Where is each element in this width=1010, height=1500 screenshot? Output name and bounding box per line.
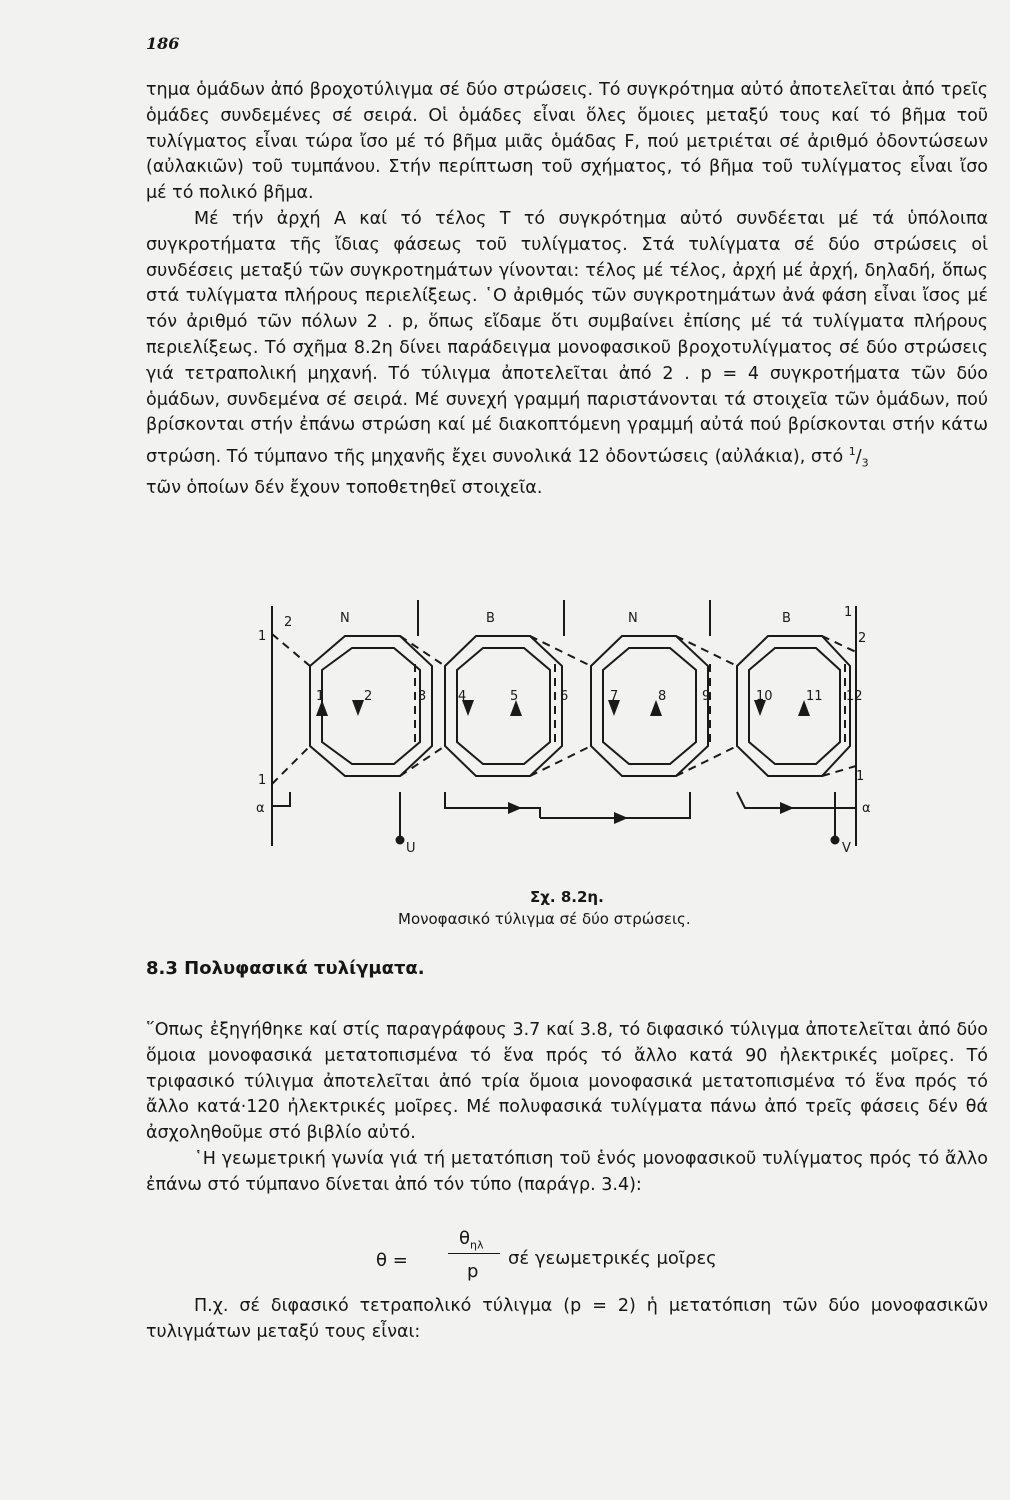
left-top-label-1: 1 <box>258 629 267 644</box>
coil-outer-2 <box>445 636 562 776</box>
winding-diagram <box>250 596 890 876</box>
coil-outer-3 <box>591 636 711 776</box>
formula-numerator-subscript: ηλ <box>470 1238 484 1252</box>
coil-inner-1 <box>322 648 420 764</box>
page-number: 186 <box>146 34 180 53</box>
paragraph-2-end: τῶν ὁποίων δέν ἔχουν τοποθετηθεῖ στοιχεῖα. <box>146 478 543 499</box>
body-text-bottom <box>146 1018 988 1199</box>
figure-caption-code: Σχ. 8.2η. <box>530 888 604 906</box>
formula-numerator <box>459 1228 484 1252</box>
slot-number-3: 3 <box>418 689 427 704</box>
right-alpha-label: α <box>862 801 871 816</box>
fraction-numerator: 1 <box>848 445 856 459</box>
coil-group-1 <box>310 636 432 776</box>
left-bottom-label-1: 1 <box>258 773 267 788</box>
pole-label-4: B <box>782 611 791 626</box>
left-top-label-2: 2 <box>284 615 293 630</box>
angle-formula <box>376 1228 736 1288</box>
pole-label-1: N <box>340 611 350 626</box>
arrow-right-connector-2 <box>614 812 628 824</box>
fraction-denominator: 3 <box>861 456 869 470</box>
arrow-down-1 <box>352 700 364 716</box>
slot-number-9: 9 <box>702 689 711 704</box>
formula-suffix: σέ γεωμετρικές μοῖρες <box>508 1248 717 1269</box>
slot-number-7: 7 <box>610 689 619 704</box>
paragraph-4: ῾Η γεωμετρική γωνία γιά τή μετατόπιση τοῦ ἑνός μονοφασικοῦ τυλίγματος πρός τό ἄλλο ἐπάνω στό τύμπανο δίνεται ἀπό τόν τύπο (παράγρ. 3.4): <box>146 1148 988 1195</box>
slot-number-12: 12 <box>846 689 863 704</box>
paragraph-1: τημα ὁμάδων ἀπό βροχοτύλιγμα σέ δύο στρώσεις. Τό συγκρότημα αὐτό ἀποτελεῖται ἀπό τρεῖς ὁμάδες συνδεμένες σέ σειρά. Οἱ ὁμάδες εἶναι ὅλες ὅμοιες μεταξύ τους καί τό βῆμα τοῦ τυλίγματος εἶναι τώρα ἴσο μέ τό βῆμα μιᾶς ὁμάδας F, πού μετριέται σέ ἀριθμό ὀδοντώσεων (αὐλακιῶν) τοῦ τυμπάνου. Στήν περίπτωση τοῦ σχήματος, τό βῆμα τοῦ τυλίγματος εἶναι ἴσο μέ τό πολικό βῆμα. <box>146 80 988 204</box>
coil-group-2 <box>445 636 562 776</box>
slot-number-10: 10 <box>756 689 773 704</box>
right-top-label-2: 2 <box>858 631 867 646</box>
terminal-u-label: U <box>406 841 416 856</box>
terminal-v-label: V <box>842 841 851 856</box>
slot-number-8: 8 <box>658 689 667 704</box>
connector-3 <box>737 792 820 808</box>
slot-number-1: 1 <box>316 689 325 704</box>
slot-number-6: 6 <box>560 689 569 704</box>
terminal-u-dot <box>397 837 404 844</box>
terminal-v-dot <box>832 837 839 844</box>
arrow-right-connector-1 <box>508 802 522 814</box>
dashed-segment-1 <box>272 634 310 666</box>
dashed-segment-7 <box>400 746 445 776</box>
arrow-right-connector-3 <box>780 802 794 814</box>
formula-fraction-bar <box>448 1253 500 1254</box>
connector-1 <box>445 792 540 818</box>
coil-group-4 <box>737 636 850 776</box>
paragraph-5: Π.χ. σέ διφασικό τετραπολικό τύλιγμα (p = 2) ἡ μετατόπιση τῶν δύο μονοφασικῶν τυλιγμάτων μεταξύ τους εἶναι: <box>146 1296 988 1342</box>
coil-outer-4 <box>737 636 850 776</box>
pole-label-3: N <box>628 611 638 626</box>
pole-label-2: B <box>486 611 495 626</box>
right-top-label-1: 1 <box>844 605 853 620</box>
dashed-segment-6 <box>272 746 310 784</box>
dashed-segment-2 <box>400 636 445 666</box>
fraction-one-third <box>848 445 869 470</box>
slot-number-11: 11 <box>806 689 823 704</box>
winding-diagram-svg <box>250 596 890 876</box>
right-bottom-label-1: 1 <box>856 769 865 784</box>
formula-numerator-symbol: θ <box>459 1228 471 1249</box>
slot-number-4: 4 <box>458 689 467 704</box>
paragraph-2 <box>146 207 988 476</box>
slot-number-2: 2 <box>364 689 373 704</box>
body-text-top <box>146 78 988 502</box>
coil-group-3 <box>591 636 711 776</box>
paragraph-2-text: Μέ τήν ἀρχή Α καί τό τέλος Τ τό συγκρότημα αὐτό συνδέεται μέ τά ὑπόλοιπα συγκροτήματα τῆς ἴδιας φάσεως τοῦ τυλίγματος. Στά τυλίγματα σέ δύο στρώσεις οἱ συνδέσεις μεταξύ τῶν συγκροτημάτων γίνονται: τέλος μέ τέλος, ἀρχή μέ ἀρχή, δηλαδή, ὅπως στά τυλίγματα πλήρους περιελίξεως. ῾Ο ἀριθμός τῶν συγκροτημάτων ἀνά φάση εἶναι ἴσος μέ τόν ἀριθμό τῶν πόλων 2 . p, ὅπως εἴδαμε ὅτι συμβαίνει ἐπίσης μέ τά τυλίγματα πλήρους περιελίξεως. Τό σχῆμα 8.2η δίνει παράδειγμα μονοφασικοῦ βροχοτυλίγματος σέ δύο στρώσεις γιά τετραπολική μηχανή. Τό τύλιγμα ἀποτελεῖται ἀπό 2 . p = 4 συγκροτήματα τῶν δύο ὁμάδων, συνδεμένα σέ σειρά. Μέ συνεχή γραμμή παριστάνονται τά στοιχεῖα τῶν ὁμάδων, πού βρίσκονται στήν ἐπάνω στρώση καί μέ διακοπτόμενη γραμμή αὐτά πού βρίσκονται στήν κάτω στρώση. Τό τύμπανο τῆς μηχανῆς ἔχει συνολικά 12 ὀδοντώσεις (αὐλάκια), στό <box>146 208 988 467</box>
paragraph-3: ῞Οπως ἐξηγήθηκε καί στίς παραγράφους 3.7 καί 3.8, τό διφασικό τύλιγμα ἀποτελεῖται ἀπό δύο ὅμοια μονοφασικά μετατοπισμένα τό ἕνα πρός τό ἄλλο κατά 90 ἠλεκτρικές μοῖρες. Τό τριφασικό τύλιγμα ἀποτελεῖται ἀπό τρία ὅμοια μονοφασικά μετατοπισμένα τό ἕνα πρός τό ἄλλο κατά·120 ἠλεκτρικές μοῖρες. Μέ πολυφασικά τυλίγματα πάνω ἀπό τρεῖς φάσεις δέν θά ἀσχοληθοῦμε στό βιβλίο αὐτό. <box>146 1020 988 1144</box>
final-paragraph-block <box>146 1294 988 1346</box>
left-alpha-label: α <box>256 801 265 816</box>
lead-left-a <box>272 792 290 806</box>
section-heading: 8.3 Πολυφασικά τυλίγματα. <box>146 958 425 979</box>
figure-caption-text: Μονοφασικό τύλιγμα σέ δύο στρώσεις. <box>398 910 691 928</box>
formula-denominator: p <box>467 1261 479 1282</box>
coil-outer-1 <box>310 636 432 776</box>
dashed-segment-5 <box>822 636 856 652</box>
slot-number-5: 5 <box>510 689 519 704</box>
fraction-slash: / <box>855 446 862 467</box>
formula-lhs: θ = <box>376 1250 408 1271</box>
